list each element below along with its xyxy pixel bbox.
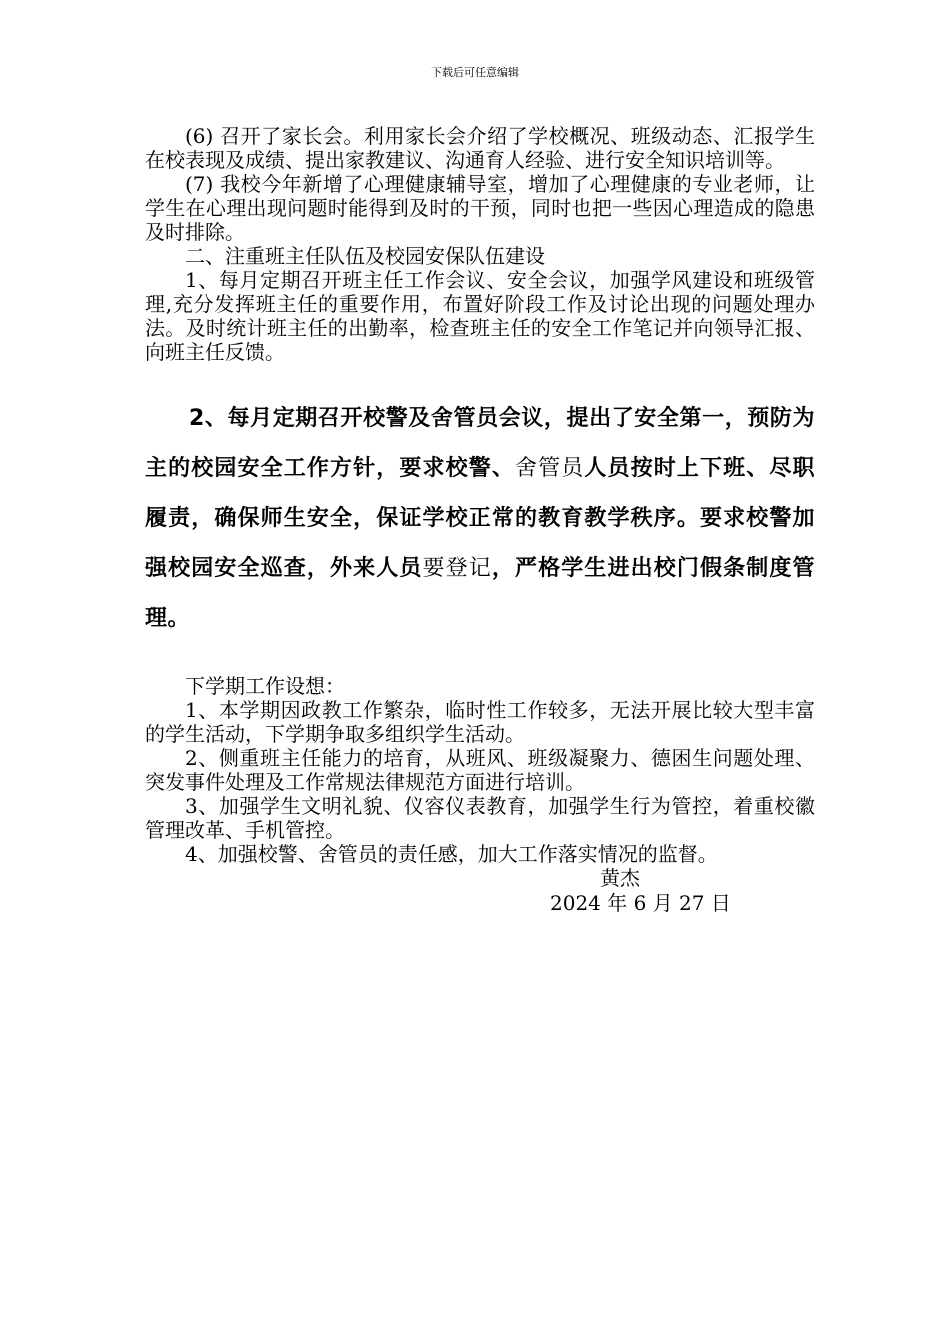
next-term-item: 1、本学期因政教工作繁杂，临时性工作较多，无法开展比较大型丰富的学生活动，下学期争取多组织学生活动。	[145, 698, 815, 746]
next-term-item: 2、侧重班主任能力的培育，从班风、班级凝聚力、德困生问题处理、突发事件处理及工作常规法律规范方面进行培训。	[145, 746, 815, 794]
security-text-part5: ，严格学生进出校门假条制度管理。	[145, 556, 815, 631]
document-body	[145, 124, 815, 916]
next-term-heading: 下学期工作设想：	[185, 674, 345, 698]
paragraph-head-teacher-meeting: 1、每月定期召开班主任工作会议、安全会议，加强学风建设和班级管理,充分发挥班主任的重要作用，布置好阶段工作及讨论出现的问题处理办法。及时统计班主任的出勤率，检查班主任的安全工作笔记并向领导汇报、向班主任反馈。	[145, 268, 815, 364]
security-text-part3: 人员按时上下班、尽职履责，确保师生安全，保证学校正常的教育教学秩序。要求校警加强校园安全巡查，外来人员	[145, 456, 815, 581]
security-text-part1: 2、每月定期召开校警及舍管员会议，提出了安全第一，预防为主的校园安全工作方针，要求校警、	[145, 406, 815, 481]
paragraph-psychology-room: (7) 我校今年新增了心理健康辅导室，增加了心理健康的专业老师，让学生在心理出现问题时能得到及时的干预，同时也把一些因心理造成的隐患及时排除。	[145, 172, 815, 244]
page-header: 下载后可任意编辑	[431, 66, 519, 79]
security-text-part4: 要登记	[422, 556, 492, 581]
signature-date: 2024 年 6 月 27 日	[550, 891, 731, 915]
next-term-item: 3、加强学生文明礼貌、仪容仪表教育，加强学生行为管控，着重校徽管理改革、手机管控。	[145, 794, 815, 842]
section-heading-team-building: 二、注重班主任队伍及校园安保队伍建设	[185, 244, 545, 268]
next-term-item: 4、加强校警、舍管员的责任感，加大工作落实情况的监督。	[185, 842, 718, 866]
paragraph-parent-meeting: (6) 召开了家长会。利用家长会介绍了学校概况、班级动态、汇报学生在校表现及成绩、提出家教建议、沟通育人经验、进行安全知识培训等。	[145, 124, 815, 172]
security-text-part2: 舍管员	[514, 456, 585, 481]
paragraph-security-meeting	[145, 394, 815, 644]
signature-name: 黄杰	[600, 866, 640, 890]
